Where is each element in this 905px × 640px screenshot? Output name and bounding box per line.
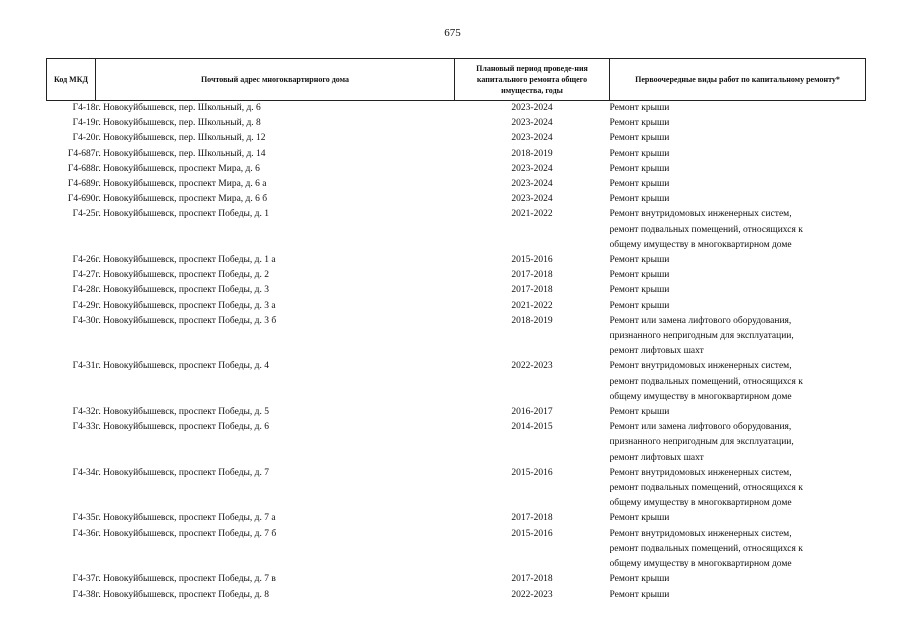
works-cell: [610, 588, 866, 603]
address-cell: г. Новокуйбышевск, проспект Победы, д. 3 а: [95, 300, 276, 311]
works-line: Ремонт внутридомовых инженерных систем,: [609, 361, 792, 372]
period-cell: 2023-2024: [511, 118, 553, 129]
period-cell: 2018-2019: [511, 315, 553, 326]
works-line: Ремонт или замена лифтового оборудования,: [609, 315, 792, 326]
works-line: Ремонт крыши: [609, 118, 670, 129]
capital-repair-table: [46, 58, 866, 603]
works-line: Ремонт крыши: [609, 574, 670, 585]
address-cell: г. Новокуйбышевск, проспект Победы, д. 7 б: [95, 528, 277, 539]
table-row: [47, 283, 866, 298]
period-cell: 2014-2015: [511, 422, 553, 433]
works-cell: [610, 177, 866, 192]
works-line: признанного непригодным для эксплуатации,: [609, 331, 794, 342]
works-line: Ремонт крыши: [609, 163, 670, 174]
works-cell: [610, 253, 866, 268]
table-row: [47, 116, 866, 131]
works-line: Ремонт или замена лифтового оборудования,: [609, 422, 792, 433]
works-cell: [610, 192, 866, 207]
address-cell: г. Новокуйбышевск, проспект Победы, д. 5: [95, 407, 269, 418]
address-cell: г. Новокуйбышевск, проспект Мира, д. 6 а: [95, 179, 267, 190]
period-cell: 2017-2018: [511, 513, 553, 524]
works-cell: [610, 572, 866, 587]
period-cell: 2021-2022: [511, 300, 553, 311]
works-line: общему имуществу в многоквартирном доме: [609, 239, 792, 250]
works-cell: [610, 299, 866, 314]
mkd-code-cell: Г4-25: [72, 209, 96, 220]
works-cell: [610, 283, 866, 298]
works-cell: [610, 527, 866, 573]
works-line: признанного непригодным для эксплуатации,: [609, 437, 794, 448]
works-line: ремонт подвальных помещений, относящихся к: [609, 376, 803, 387]
table-row: [47, 207, 866, 253]
table-row: [47, 314, 866, 360]
period-cell: 2021-2022: [511, 209, 553, 220]
period-cell: 2023-2024: [511, 163, 553, 174]
works-cell: [610, 359, 866, 405]
address-cell: г. Новокуйбышевск, проспект Победы, д. 8: [95, 589, 269, 600]
table-row: [47, 511, 866, 526]
table-row: [47, 572, 866, 587]
mkd-code-cell: Г4-18: [72, 103, 96, 113]
period-cell: 2018-2019: [511, 148, 553, 159]
table-row: [47, 359, 866, 405]
works-line: ремонт лифтовых шахт: [609, 452, 704, 463]
period-cell: 2022-2023: [511, 589, 553, 600]
mkd-code-cell: Г4-36: [72, 528, 96, 539]
table-header-row: [47, 59, 866, 101]
period-cell: 2017-2018: [511, 270, 553, 281]
address-cell: г. Новокуйбышевск, проспект Победы, д. 3: [95, 285, 269, 296]
works-line: Ремонт внутридомовых инженерных систем,: [609, 467, 792, 478]
address-cell: г. Новокуйбышевск, проспект Победы, д. 4: [95, 361, 269, 372]
works-cell: [610, 466, 866, 512]
period-cell: 2017-2018: [511, 574, 553, 585]
mkd-code-cell: Г4-35: [72, 513, 96, 524]
mkd-code-cell: Г4-33: [72, 422, 96, 433]
table-row: [47, 268, 866, 283]
works-cell: [610, 162, 866, 177]
works-line: Ремонт крыши: [609, 255, 670, 266]
works-cell: [610, 314, 866, 360]
address-cell: г. Новокуйбышевск, пер. Школьный, д. 6: [95, 103, 261, 113]
address-cell: г. Новокуйбышевск, пер. Школьный, д. 14: [95, 148, 266, 159]
address-cell: г. Новокуйбышевск, проспект Мира, д. 6 б: [95, 194, 268, 205]
period-cell: 2023-2024: [511, 179, 553, 190]
works-line: общему имуществу в многоквартирном доме: [609, 559, 792, 570]
table-row: [47, 101, 866, 117]
header-works: Первоочередные виды работ по капитальному ремонту*: [610, 59, 866, 101]
works-cell: [610, 147, 866, 162]
mkd-code-cell: Г4-19: [72, 118, 96, 129]
works-line: Ремонт крыши: [609, 270, 670, 281]
period-cell: 2016-2017: [511, 407, 553, 418]
address-cell: г. Новокуйбышевск, проспект Победы, д. 6: [95, 422, 269, 433]
works-line: Ремонт крыши: [609, 133, 670, 144]
table-row: [47, 588, 866, 603]
period-cell: 2023-2024: [511, 194, 553, 205]
table-row: [47, 192, 866, 207]
address-cell: г. Новокуйбышевск, проспект Мира, д. 6: [95, 163, 260, 174]
mkd-code-cell: Г4-28: [72, 285, 96, 296]
table-row: [47, 147, 866, 162]
works-line: Ремонт крыши: [609, 194, 670, 205]
mkd-code-cell: Г4-38: [72, 589, 96, 600]
works-cell: [610, 207, 866, 253]
mkd-code-cell: Г4-688: [67, 163, 96, 174]
works-line: ремонт подвальных помещений, относящихся к: [609, 543, 803, 554]
works-cell: [610, 116, 866, 131]
works-line: Ремонт крыши: [609, 407, 670, 418]
header-address: Почтовый адрес многоквартирного дома: [96, 59, 455, 101]
address-cell: г. Новокуйбышевск, проспект Победы, д. 7 в: [95, 574, 276, 585]
works-cell: [610, 511, 866, 526]
works-line: общему имуществу в многоквартирном доме: [609, 391, 792, 402]
address-cell: г. Новокуйбышевск, проспект Победы, д. 3 б: [95, 315, 277, 326]
table-row: [47, 253, 866, 268]
table-body: [47, 101, 866, 603]
mkd-code-cell: Г4-37: [72, 574, 96, 585]
period-cell: 2015-2016: [511, 255, 553, 266]
table-row: [47, 162, 866, 177]
works-line: Ремонт крыши: [609, 589, 670, 600]
period-cell: 2023-2024: [511, 133, 553, 144]
mkd-code-cell: Г4-690: [67, 194, 96, 205]
address-cell: г. Новокуйбышевск, пер. Школьный, д. 12: [95, 133, 266, 144]
header-code: Код МКД: [47, 59, 96, 101]
works-line: ремонт подвальных помещений, относящихся к: [609, 224, 803, 235]
works-line: общему имуществу в многоквартирном доме: [609, 498, 792, 509]
mkd-code-cell: Г4-687: [67, 148, 96, 159]
address-cell: г. Новокуйбышевск, проспект Победы, д. 7: [95, 467, 269, 478]
table-row: [47, 299, 866, 314]
period-cell: 2015-2016: [511, 528, 553, 539]
address-cell: г. Новокуйбышевск, проспект Победы, д. 1: [95, 209, 269, 220]
table-row: [47, 420, 866, 466]
works-line: Ремонт крыши: [609, 148, 670, 159]
address-cell: г. Новокуйбышевск, пер. Школьный, д. 8: [95, 118, 261, 129]
table-row: [47, 466, 866, 512]
table-row: [47, 177, 866, 192]
mkd-code-cell: Г4-29: [72, 300, 96, 311]
mkd-code-cell: Г4-34: [72, 467, 96, 478]
mkd-code-cell: Г4-20: [72, 133, 96, 144]
mkd-code-cell: Г4-26: [72, 255, 96, 266]
table-row: [47, 131, 866, 146]
works-line: Ремонт внутридомовых инженерных систем,: [609, 528, 792, 539]
address-cell: г. Новокуйбышевск, проспект Победы, д. 2: [95, 270, 269, 281]
works-cell: [610, 405, 866, 420]
period-cell: 2022-2023: [511, 361, 553, 372]
works-line: ремонт лифтовых шахт: [609, 346, 704, 357]
page-number: 675: [444, 27, 461, 39]
works-line: Ремонт крыши: [609, 285, 670, 296]
address-cell: г. Новокуйбышевск, проспект Победы, д. 1 а: [95, 255, 276, 266]
mkd-code-cell: Г4-31: [72, 361, 96, 372]
mkd-code-cell: Г4-30: [72, 315, 96, 326]
mkd-code-cell: Г4-32: [72, 407, 96, 418]
works-cell: [610, 268, 866, 283]
period-cell: 2023-2024: [511, 103, 553, 113]
table-row: [47, 405, 866, 420]
works-cell: [610, 131, 866, 146]
works-cell: [610, 420, 866, 466]
table-row: [47, 527, 866, 573]
period-cell: 2015-2016: [511, 467, 553, 478]
works-line: Ремонт внутридомовых инженерных систем,: [609, 209, 792, 220]
works-line: ремонт подвальных помещений, относящихся к: [609, 483, 803, 494]
mkd-code-cell: Г4-27: [72, 270, 96, 281]
header-period: Плановый период проведе-ния капитального ремонта общего имущества, годы: [455, 59, 610, 101]
works-line: Ремонт крыши: [609, 103, 670, 113]
works-line: Ремонт крыши: [609, 513, 670, 524]
period-cell: 2017-2018: [511, 285, 553, 296]
address-cell: г. Новокуйбышевск, проспект Победы, д. 7 а: [95, 513, 276, 524]
works-line: Ремонт крыши: [609, 179, 670, 190]
works-line: Ремонт крыши: [609, 300, 670, 311]
mkd-code-cell: Г4-689: [67, 179, 96, 190]
works-cell: [610, 101, 866, 117]
